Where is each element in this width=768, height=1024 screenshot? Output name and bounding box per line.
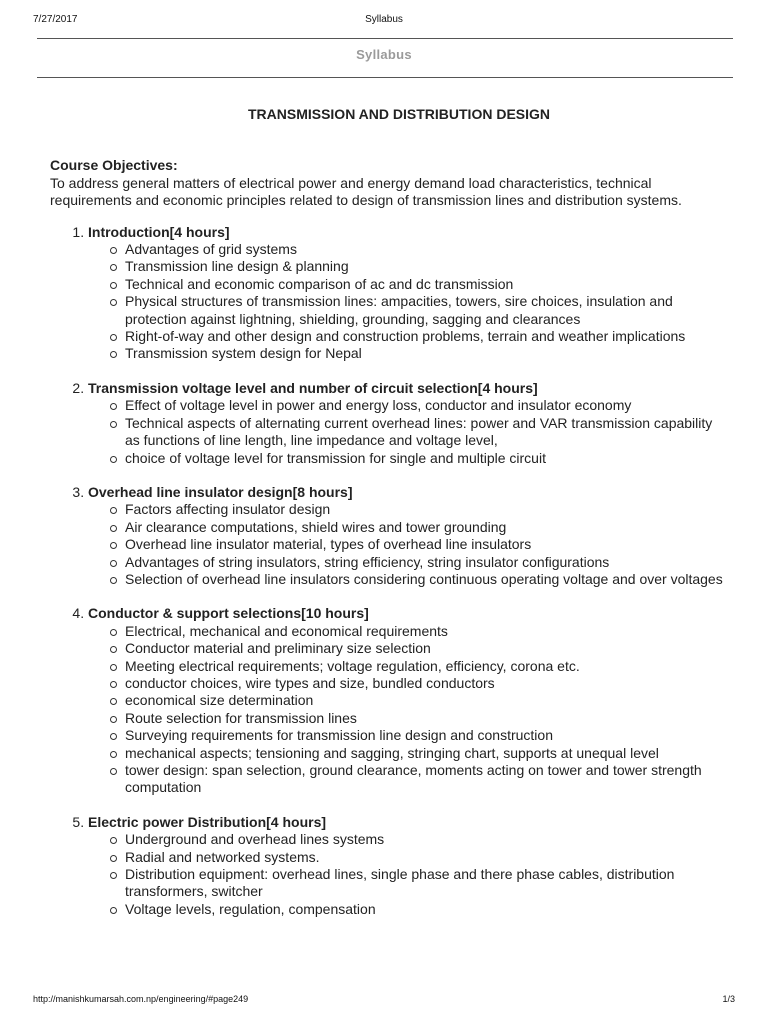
topic-item: Technical aspects of alternating current overhead lines: power and VAR transmission capability as functions of line length, line impedance and voltage level, bbox=[125, 415, 730, 450]
topic-list bbox=[88, 623, 730, 797]
objectives-text: To address general matters of electrical power and energy demand load characteristics, technical requirements and economic principles related to design of transmission lines and distribution systems. bbox=[50, 174, 682, 209]
section-title: Overhead line insulator design[8 hours] bbox=[88, 483, 353, 500]
section-title: Conductor & support selections[10 hours] bbox=[88, 605, 369, 622]
topic-item: Route selection for transmission lines bbox=[125, 710, 730, 727]
section-title: Introduction[4 hours] bbox=[88, 223, 230, 240]
topic-item: Effect of voltage level in power and energy loss, conductor and insulator economy bbox=[125, 397, 730, 414]
topic-item: Electrical, mechanical and economical requirements bbox=[125, 623, 730, 640]
page-url: http://manishkumarsah.com.np/engineering/#page249 bbox=[33, 994, 249, 1004]
topic-list bbox=[88, 501, 730, 588]
topic-item: mechanical aspects; tensioning and sagging, stringing chart, supports at unequal level bbox=[125, 745, 730, 762]
section-item bbox=[88, 605, 730, 796]
document-title: TRANSMISSION AND DISTRIBUTION DESIGN bbox=[247, 106, 551, 122]
topic-list bbox=[88, 241, 730, 363]
topic-list bbox=[88, 397, 730, 467]
topic-item: Meeting electrical requirements; voltage regulation, efficiency, corona etc. bbox=[125, 658, 730, 675]
topic-item: tower design: span selection, ground clearance, moments acting on tower and tower strength computation bbox=[125, 762, 730, 797]
topic-item: Transmission line design & planning bbox=[125, 258, 730, 275]
print-date: 7/27/2017 bbox=[33, 14, 78, 25]
document-body bbox=[50, 106, 730, 935]
top-divider bbox=[37, 38, 733, 39]
topic-item: Technical and economic comparison of ac and dc transmission bbox=[125, 276, 730, 293]
section-title: Transmission voltage level and number of circuit selection[4 hours] bbox=[88, 379, 538, 396]
topic-item: Overhead line insulator material, types of overhead line insulators bbox=[125, 536, 730, 553]
topic-item: choice of voltage level for transmission for single and multiple circuit bbox=[125, 450, 730, 467]
topic-item: Air clearance computations, shield wires and tower grounding bbox=[125, 519, 730, 536]
topic-item: Voltage levels, regulation, compensation bbox=[125, 901, 730, 918]
topic-item: Right-of-way and other design and construction problems, terrain and weather implications bbox=[125, 328, 730, 345]
topic-item: Physical structures of transmission lines: ampacities, towers, sire choices, insulation and protection against lightning, shielding, grounding, sagging and clearances bbox=[125, 293, 730, 328]
topic-item: Advantages of string insulators, string efficiency, string insulator configurations bbox=[125, 554, 730, 571]
topic-item: economical size determination bbox=[125, 692, 730, 709]
page-number: 1/3 bbox=[722, 994, 735, 1004]
topic-item: Underground and overhead lines systems bbox=[125, 831, 730, 848]
section-list bbox=[50, 224, 730, 919]
site-title: Syllabus bbox=[356, 47, 412, 62]
section-item bbox=[88, 814, 730, 918]
topic-item: Radial and networked systems. bbox=[125, 849, 730, 866]
print-header bbox=[33, 14, 735, 28]
section-item bbox=[88, 380, 730, 467]
topic-item: Transmission system design for Nepal bbox=[125, 345, 730, 362]
topic-item: Selection of overhead line insulators considering continuous operating voltage and over voltages bbox=[125, 571, 730, 588]
objectives-heading: Course Objectives: bbox=[50, 157, 178, 174]
topic-item: Advantages of grid systems bbox=[125, 241, 730, 258]
topic-item: Surveying requirements for transmission line design and construction bbox=[125, 727, 730, 744]
topic-list bbox=[88, 831, 730, 918]
section-item bbox=[88, 224, 730, 363]
topic-item: Distribution equipment: overhead lines, single phase and there phase cables, distribution transformers, switcher bbox=[125, 866, 730, 901]
section-title: Electric power Distribution[4 hours] bbox=[88, 813, 327, 830]
topic-item: conductor choices, wire types and size, bundled conductors bbox=[125, 675, 730, 692]
section-item bbox=[88, 484, 730, 588]
print-title: Syllabus bbox=[365, 14, 403, 25]
header-divider bbox=[37, 77, 733, 78]
topic-item: Factors affecting insulator design bbox=[125, 501, 730, 518]
topic-item: Conductor material and preliminary size selection bbox=[125, 640, 730, 657]
